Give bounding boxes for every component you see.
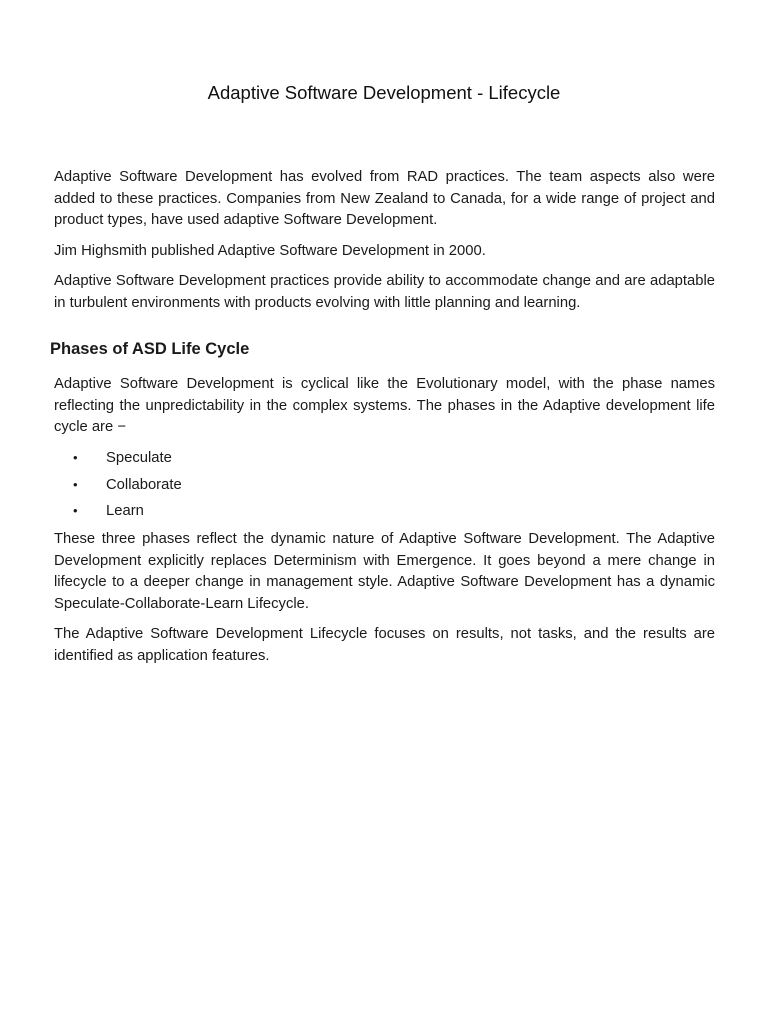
intro-paragraph-3: Adaptive Software Development practices provide ability to accommodate change and are adaptable in turbulent environments with products evolving with little planning and learning. [54,273,715,311]
page-title: Adaptive Software Development - Lifecycle [207,82,561,103]
intro-paragraph-2: Jim Highsmith published Adaptive Software Development in 2000. [54,243,486,259]
section-lead-paragraph: Adaptive Software Development is cyclical like the Evolutionary model, with the phase names reflecting the unpredictability in the complex systems. The phases in the Adaptive development life cycle are − [54,376,715,435]
list-item [54,500,715,527]
list-item [54,474,715,501]
bullet-icon: • [73,503,78,518]
list-item [54,447,715,474]
bullet-icon: • [73,450,78,465]
closing-paragraph-2: The Adaptive Software Development Lifecycle focuses on results, not tasks, and the results are identified as application features. [54,626,715,664]
phase-label-learn: Learn [106,503,144,519]
intro-paragraph-1: Adaptive Software Development has evolved from RAD practices. The team aspects also were added to these practices. Companies from New Zealand to Canada, for a wide range of project and product types, have used adaptive Software Development. [54,169,715,228]
phase-list [54,447,715,527]
section-heading: Phases of ASD Life Cycle [50,340,250,358]
closing-paragraph-1: These three phases reflect the dynamic nature of Adaptive Software Development. The Adaptive Development explicitly replaces Determinism with Emergence. It goes beyond a mere change in lifecycle to a deeper change in management style. Adaptive Software Development has a dynamic Speculate-Collaborate-Learn Lifecycle. [54,531,715,612]
bullet-icon: • [73,476,78,492]
phase-label-collaborate: Collaborate [106,476,182,493]
phase-label-speculate: Speculate [106,450,172,466]
